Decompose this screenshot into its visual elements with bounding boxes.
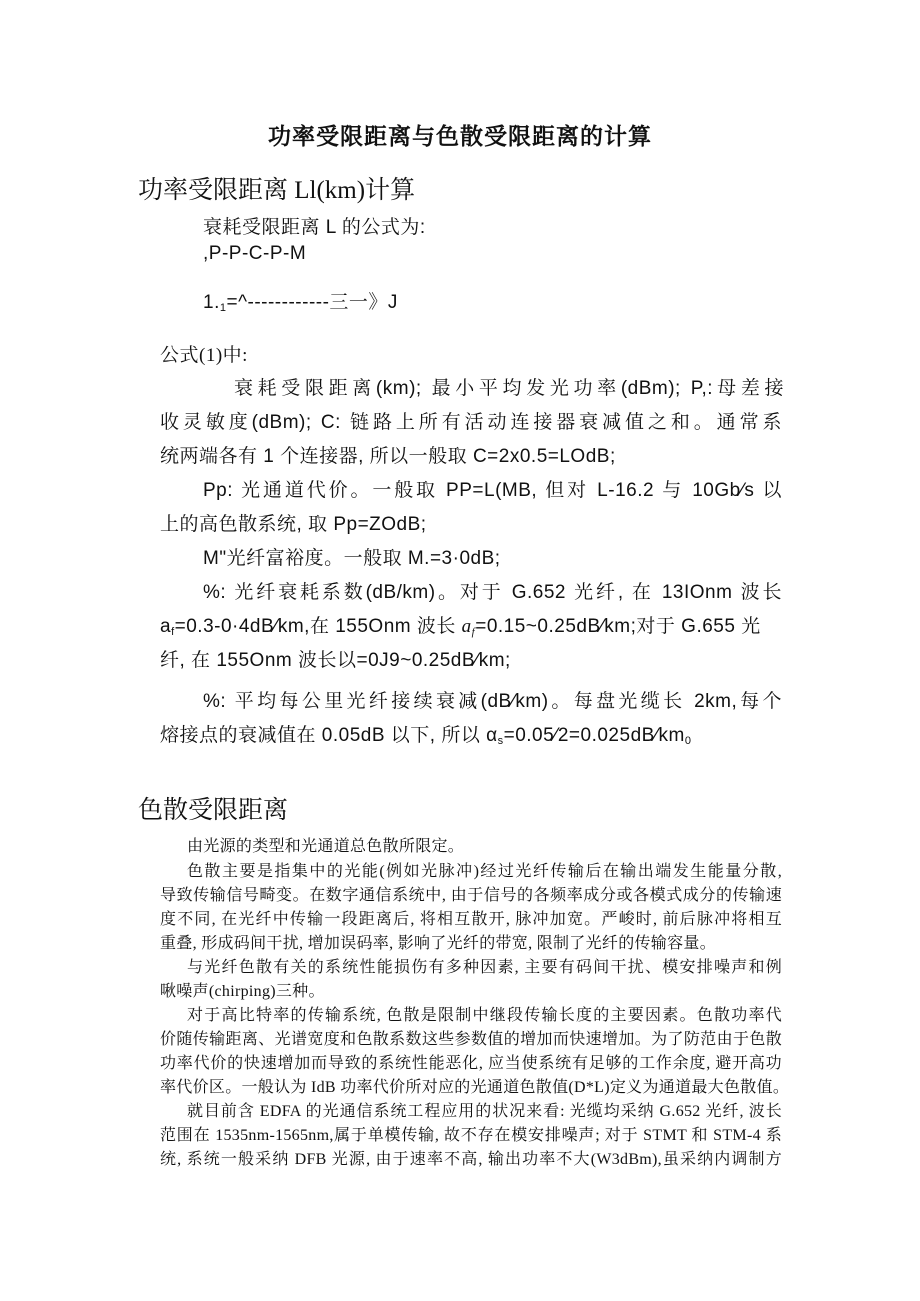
formula-body: =^------------三一》J <box>226 292 398 313</box>
para2-line1: Pp: 光通道代价。一般取 PP=L(MB, 但对 L-16.2 与 10Gb⁄s 以 <box>203 480 782 501</box>
para5-line1: %: 平均每公里光纤接续衰减(dB⁄km)。每盘光缆长 2km,每个 <box>203 691 782 712</box>
para4-line1: %: 光纤衰耗系数(dB/km)。对于 G.652 光纤, 在 13IOnm 波长 <box>203 582 782 603</box>
formula-line-1: ,P-P-C-P-M <box>203 243 307 264</box>
section-heading-power-limited: 功率受限距离 Ll(km)计算 <box>138 177 416 204</box>
para5-line2 <box>160 720 691 747</box>
para5-line2-value: =0.05⁄2=0.025dB⁄km <box>503 725 685 746</box>
document-title: 功率受限距离与色散受限距离的计算 <box>268 124 652 149</box>
dispersion-line: 度不同, 在光纤中传输一段距离后, 将相互散开, 脉冲加宽。严峻时, 前后脉冲将相互 <box>160 911 782 928</box>
formula-prefix: 1. <box>203 292 220 313</box>
dispersion-line: 由光源的类型和光通道总色散所限定。 <box>187 838 465 855</box>
formula-where: 公式(1)中: <box>160 345 248 366</box>
dispersion-line: 啾噪声(chirping)三种。 <box>160 983 325 1000</box>
dispersion-line: 就目前含 EDFA 的光通信系统工程应用的状况来看: 光缆均采纳 G.652 光纤, 波长 <box>187 1103 782 1120</box>
dispersion-line: 价随传输距离、光谱宽度和色散系数这些参数值的增加而快速增加。为了防范由于色散 <box>160 1031 782 1048</box>
formula-line-2 <box>203 287 398 314</box>
para5-line2-text: 熔接点的衰减值在 0.05dB 以下, 所以 α <box>160 725 498 746</box>
dispersion-line: 对于高比特率的传输系统, 色散是限制中继段传输长度的主要因素。色散功率代 <box>187 1007 782 1024</box>
section-heading-dispersion-limited: 色散受限距离 <box>138 797 289 824</box>
para4-line3: 纤, 在 155Onm 波长以=0J9~0.25dB⁄km; <box>160 650 511 671</box>
alpha-s-subscript: s <box>497 735 504 747</box>
para4-line2-text-b: =0.15~0.25dB⁄km;对于 G.655 光 <box>475 616 761 637</box>
alpha-f-italic: a <box>461 616 472 637</box>
dispersion-line: 范围在 1535nm-1565nm,属于单模传输, 故不存在模安排噪声; 对于 STMT 和 STM-4 系 <box>160 1127 782 1144</box>
para1-line2: 收灵敏度(dBm); C: 链路上所有活动连接器衰减值之和。通常系 <box>160 412 782 433</box>
para4-line2-text-a: =0.3-0·4dB⁄km,在 155Onm 波长 <box>174 616 456 637</box>
dispersion-line: 色散主要是指集中的光能(例如光脉冲)经过光纤传输后在输出端发生能量分散, <box>187 863 782 880</box>
formula-subscript: 1 <box>219 302 227 314</box>
dispersion-line: 导致传输信号畸变。在数字通信系统中, 由于信号的各频率成分或各模式成分的传输速 <box>160 887 782 904</box>
dispersion-line: 与光纤色散有关的系统性能损伤有多种因素, 主要有码间干扰、模安排噪声和例 <box>187 959 782 976</box>
para2-line2: 上的高色散系统, 取 Pp=ZOdB; <box>160 514 427 535</box>
alpha-f-symbol: a <box>160 616 172 637</box>
dispersion-line: 重叠, 形成码间干扰, 增加误码率, 影响了光纤的带宽, 限制了光纤的传输容量。 <box>160 935 717 952</box>
alpha-f-subscript: f <box>171 626 175 638</box>
dispersion-line: 功率代价的快速增加而导致的系统性能恶化, 应当使系统有足够的工作余度, 避开高功 <box>160 1055 782 1072</box>
para1-line1: 衰耗受限距离(km); 最小平均发光功率(dBm); P,:母差接 <box>234 378 784 399</box>
trailing-subscript: 0 <box>684 735 692 747</box>
para3-line1: M"光纤富裕度。一般取 M.=3·0dB; <box>203 548 501 569</box>
para4-line2 <box>160 611 761 638</box>
formula-intro: 衰耗受限距离 L 的公式为: <box>203 217 426 238</box>
dispersion-line: 率代价区。一般认为 IdB 功率代价所对应的光通道色散值(D*L)定义为通道最大色散值。 <box>160 1079 790 1096</box>
para1-line3: 统两端各有 1 个连接器, 所以一般取 C=2x0.5=LOdB; <box>160 446 616 467</box>
dispersion-line: 统, 系统一般采纳 DFB 光源, 由于速率不高, 输出功率不大(W3dBm),虽采纳内调制方 <box>160 1151 782 1168</box>
alpha-f-italic-subscript: f <box>471 626 476 638</box>
